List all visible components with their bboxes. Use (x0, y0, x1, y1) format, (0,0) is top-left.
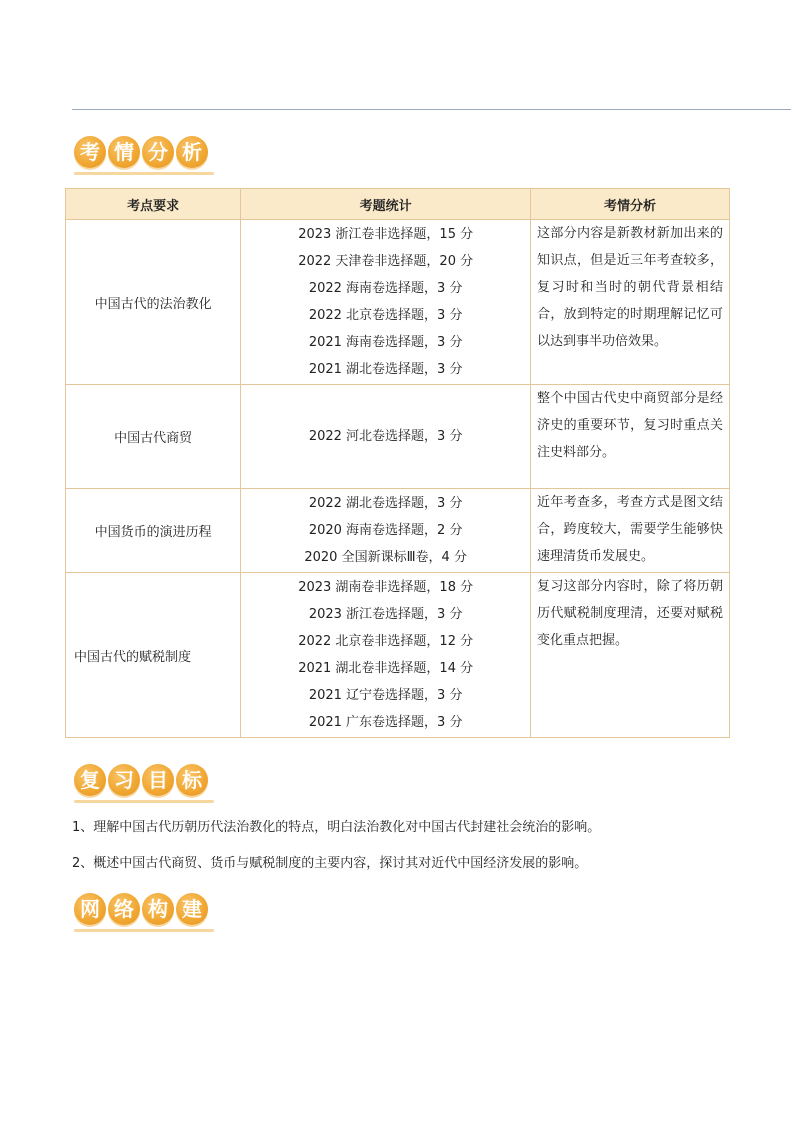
stat-line: 2021 广东卷选择题，3 分 (308, 715, 463, 730)
badge-char: 习 (108, 764, 140, 796)
stat-line: 2021 辽宁卷选择题，3 分 (308, 688, 463, 703)
badge-char: 复 (74, 764, 106, 796)
analysis-text: 复习这部分内容时，除了将历朝历代赋税制度理清，还要对赋税变化重点把握。 (537, 579, 723, 648)
stat-line: 2022 北京卷选择题，3 分 (308, 308, 463, 323)
badge-char: 分 (142, 136, 174, 168)
section-badge-network (74, 893, 208, 929)
row-topic: 中国货币的演进历程 (66, 489, 241, 573)
header-stats: 考题统计 (241, 189, 531, 220)
badge-char: 建 (176, 893, 208, 925)
section-badge-analysis (74, 136, 208, 172)
table-header-row (66, 189, 730, 220)
badge-char: 标 (176, 764, 208, 796)
row-stats (241, 489, 531, 573)
row-stats (241, 220, 531, 385)
badge-underline (74, 172, 214, 175)
stat-line: 2022 海南卷选择题，3 分 (308, 281, 463, 296)
badge-char: 析 (176, 136, 208, 168)
table-row (66, 489, 730, 573)
stat-line: 2021 湖北卷非选择题，14 分 (298, 661, 474, 676)
stat-line: 2023 浙江卷非选择题，15 分 (298, 227, 474, 242)
row-stats (241, 385, 531, 489)
stat-line: 2020 海南卷选择题，2 分 (308, 523, 463, 538)
badge-underline (74, 800, 214, 803)
row-analysis (531, 385, 730, 489)
table-row (66, 573, 730, 738)
stat-line: 2022 北京卷非选择题，12 分 (298, 634, 474, 649)
badge-char: 络 (108, 893, 140, 925)
table-row (66, 385, 730, 489)
header-rule (72, 109, 791, 110)
analysis-text: 整个中国古代史中商贸部分是经济史的重要环节，复习时重点关注史料部分。 (537, 391, 723, 460)
header-topic: 考点要求 (66, 189, 241, 220)
badge-char: 网 (74, 893, 106, 925)
badge-char: 构 (142, 893, 174, 925)
badge-char: 考 (74, 136, 106, 168)
stat-line: 2022 湖北卷选择题，3 分 (308, 496, 463, 511)
stat-line: 2022 河北卷选择题，3 分 (308, 429, 463, 444)
table-row (66, 220, 730, 385)
section-badge-goals (74, 764, 208, 800)
stat-line: 2020 全国新课标Ⅲ卷，4 分 (304, 550, 467, 565)
row-topic: 中国古代的赋税制度 (66, 573, 241, 738)
stat-line: 2021 湖北卷选择题，3 分 (308, 362, 463, 377)
stat-line: 2023 湖南卷非选择题，18 分 (298, 580, 474, 595)
badge-char: 情 (108, 136, 140, 168)
analysis-text: 近年考查多，考查方式是图文结合，跨度较大，需要学生能够快速理清货币发展史。 (537, 495, 723, 564)
goal-item: 1、理解中国古代历朝历代法治教化的特点，明白法治教化对中国古代封建社会统治的影响。 (72, 820, 601, 835)
analysis-text: 这部分内容是新教材新加出来的知识点，但是近三年考查较多，复习时和当时的朝代背景相结合，放到特定的时期理解记忆可以达到事半功倍效果。 (537, 226, 723, 349)
stat-line: 2022 天津卷非选择题，20 分 (298, 254, 474, 269)
stat-line: 2023 浙江卷选择题，3 分 (308, 607, 463, 622)
row-topic: 中国古代的法治教化 (66, 220, 241, 385)
row-stats (241, 573, 531, 738)
badge-underline (74, 929, 214, 932)
row-analysis (531, 573, 730, 738)
goals-list (72, 818, 600, 890)
exam-analysis-table (65, 188, 730, 738)
row-analysis (531, 220, 730, 385)
row-analysis (531, 489, 730, 573)
goal-item: 2、概述中国古代商贸、货币与赋税制度的主要内容，探讨其对近代中国经济发展的影响。 (72, 856, 588, 871)
header-analysis: 考情分析 (531, 189, 730, 220)
row-topic: 中国古代商贸 (66, 385, 241, 489)
badge-char: 目 (142, 764, 174, 796)
stat-line: 2021 海南卷选择题，3 分 (308, 335, 463, 350)
